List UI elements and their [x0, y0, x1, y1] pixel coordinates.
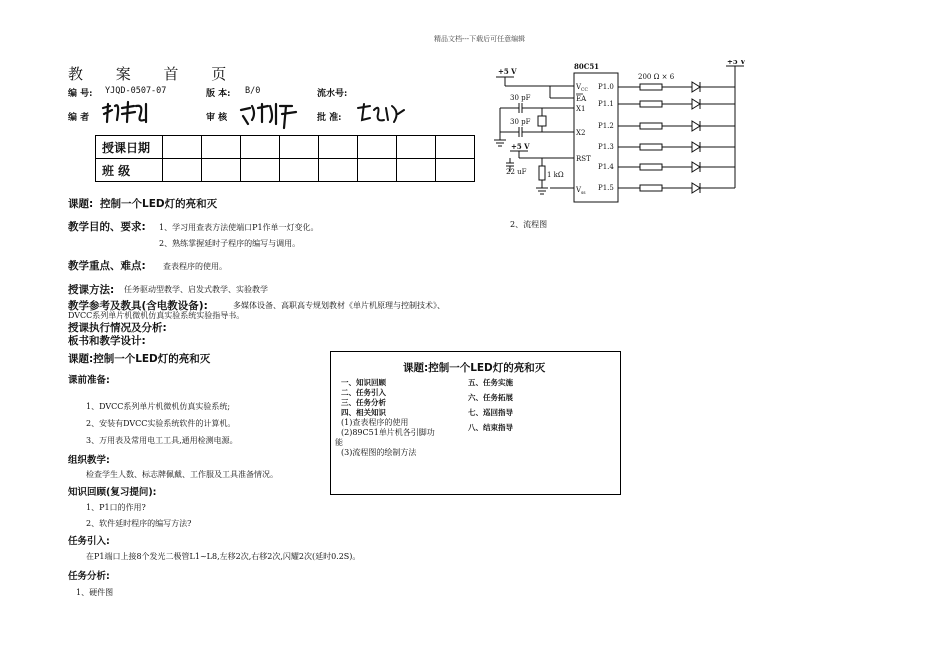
header-note: 精品文档---下载后可任意编辑 — [434, 35, 526, 43]
prep-item-3: 3、万用表及常用电工工具,通用检测电源。 — [86, 436, 238, 445]
review-label: 知识回顾(复习提问): — [68, 487, 157, 498]
pin-vcc-sub: CC — [581, 88, 588, 93]
objective-1: 1、学习用查表方法使端口P1作单一灯变化。 — [159, 223, 319, 232]
table-cell — [241, 136, 280, 159]
flowchart-label: 2、流程图 — [510, 220, 548, 229]
table-cell — [436, 159, 475, 182]
analysis-label: 任务分析: — [68, 571, 110, 582]
lesson-title-2: 课题:控制一个LED灯的亮和灭 — [68, 353, 211, 365]
table-cell — [163, 159, 202, 182]
lesson-title: 控制一个LED灯的亮和灭 — [100, 198, 218, 210]
table-header-class: 班 级 — [96, 159, 163, 182]
led-channel-p1-0 — [618, 82, 735, 92]
board-title: 课题:控制一个LED灯的亮和灭 — [403, 362, 546, 374]
board-sub-3: (3)流程图的绘制方法 — [341, 448, 417, 457]
table-cell — [202, 136, 241, 159]
board-sub-2: (2)89C51单片机各引脚功 — [341, 428, 435, 437]
intro-text: 在P1端口上接8个发光二极管L1~L8,左移2次,右移2次,闪耀2次(延时0.2S)。 — [86, 552, 361, 561]
org-text: 检查学生人数、标志牌佩戴、工作服及工具准备情况。 — [86, 470, 278, 479]
table-cell — [319, 136, 358, 159]
board-left-2: 二、任务引入 — [341, 388, 386, 397]
table-header-date: 授课日期 — [96, 136, 163, 159]
board-right-2: 六、任务拓展 — [468, 393, 513, 402]
board-sub-1: (1)查表程序的使用 — [341, 418, 409, 427]
intro-label: 任务引入: — [68, 536, 110, 547]
table-cell — [397, 136, 436, 159]
led-channel-p1-2 — [618, 121, 735, 131]
reviewer-label: 审 核 — [206, 113, 228, 123]
port-p1-5: P1.5 — [598, 184, 614, 192]
pin-x2: X2 — [576, 129, 586, 137]
execution-label: 授课执行情况及分析: — [68, 322, 167, 334]
table-cell — [358, 136, 397, 159]
page-title: 教 案 首 页 — [68, 65, 241, 83]
code-label: 编 号: — [68, 89, 93, 99]
port-p1-0: P1.0 — [598, 83, 614, 91]
pin-x1: X1 — [576, 105, 586, 113]
schedule-table — [95, 135, 475, 182]
vcc-left-label: +5 V — [498, 67, 517, 76]
board-right-1: 五、任务实施 — [468, 378, 513, 387]
version-label: 版 本: — [206, 89, 231, 99]
table-cell — [397, 159, 436, 182]
board-left-3: 三、任务分析 — [341, 398, 386, 407]
approver-signature — [356, 100, 408, 126]
pin-ea: EA — [576, 95, 587, 103]
pin-vss: V — [576, 186, 582, 194]
res-array-label: 200 Ω × 6 — [638, 73, 675, 81]
table-cell — [358, 159, 397, 182]
res-rst-label: 1 kΩ — [547, 171, 564, 179]
chip-label: 80C51 — [574, 62, 600, 71]
led-channel-p1-4 — [618, 162, 735, 172]
cap1-label: 30 pF — [510, 94, 531, 102]
table-cell — [280, 159, 319, 182]
review-item-2: 2、软件延时程序的编写方法? — [86, 519, 192, 528]
table-cell — [241, 159, 280, 182]
prep-item-1: 1、DVCC系列单片机微机仿真实验系统; — [86, 402, 231, 411]
version-value: B/0 — [245, 86, 261, 96]
led-driver-array — [618, 82, 735, 193]
methods-label: 授课方法: — [68, 284, 115, 296]
references-label: 教学参考及教具(含电教设备): — [68, 300, 208, 312]
author-label: 编 者 — [68, 113, 90, 123]
methods-text: 任务驱动型教学、启发式教学、实验教学 — [124, 285, 268, 294]
key-points-label: 教学重点、难点: — [68, 260, 146, 272]
port-p1-1: P1.1 — [598, 100, 614, 108]
references-text-2: DVCC系列单片机微机仿真实验系统实验指导书。 — [68, 311, 245, 320]
cap2-label: 30 pF — [510, 118, 531, 126]
org-label: 组织教学: — [68, 455, 110, 466]
pin-vss-sub: ss — [581, 191, 586, 196]
prep-item-2: 2、安装有DVCC实验系统软件的计算机。 — [86, 419, 236, 428]
circuit-diagram — [490, 60, 760, 210]
prep-label: 课前准备: — [68, 375, 110, 386]
table-cell — [163, 136, 202, 159]
led-channel-p1-3 — [618, 142, 735, 152]
lesson-title-label: 课题: — [68, 198, 94, 210]
board-left-4: 四、相关知识 — [341, 408, 386, 417]
board-sub-2b: 能 — [335, 438, 343, 447]
table-cell — [319, 159, 358, 182]
references-text: 多媒体设备、高职高专规划教材《单片机原理与控制技术》、 — [233, 301, 445, 310]
approver-label: 批 准: — [317, 113, 342, 123]
cap3-label: 22 uF — [506, 168, 527, 176]
board-left-1: 一、知识回顾 — [341, 378, 386, 387]
table-cell — [202, 159, 241, 182]
port-p1-3: P1.3 — [598, 143, 614, 151]
key-points-text: 查表程序的使用。 — [163, 262, 227, 271]
led-channel-p1-1 — [618, 99, 735, 109]
vcc-rst-label: +5 V — [511, 142, 530, 151]
board-label: 板书和教学设计: — [68, 335, 146, 347]
table-cell — [280, 136, 319, 159]
pin-vcc: V — [576, 83, 582, 91]
review-item-1: 1、P1口的作用? — [86, 503, 146, 512]
code-value: YJQD-0507-07 — [105, 86, 167, 96]
objective-2: 2、熟练掌握延时子程序的编写与调用。 — [159, 239, 301, 248]
analysis-item-1: 1、硬件图 — [76, 588, 114, 597]
serial-label: 流水号: — [317, 89, 348, 99]
led-channel-p1-5 — [618, 183, 735, 193]
port-p1-2: P1.2 — [598, 122, 614, 130]
port-p1-4: P1.4 — [598, 163, 614, 171]
table-cell — [436, 136, 475, 159]
board-design-box — [330, 351, 621, 495]
board-right-3: 七、巡回指导 — [468, 408, 513, 417]
reviewer-signature — [238, 100, 302, 130]
author-signature — [100, 100, 160, 126]
objectives-label: 教学目的、要求: — [68, 221, 146, 233]
vcc-right-label: +5 V — [727, 60, 746, 66]
pin-rst: RST — [576, 155, 591, 163]
board-right-4: 八、结束指导 — [468, 423, 513, 432]
